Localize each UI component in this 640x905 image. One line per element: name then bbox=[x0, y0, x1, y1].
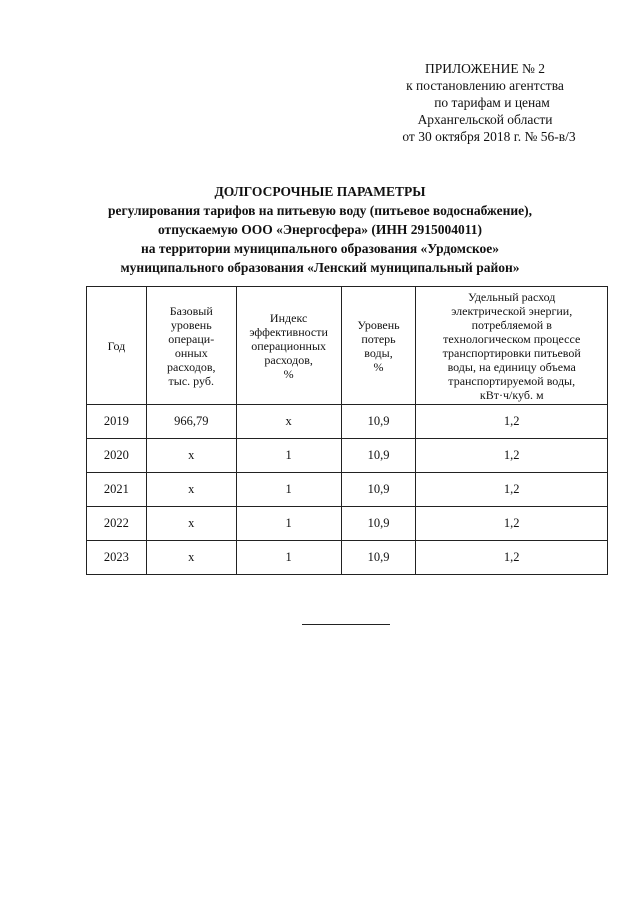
table-cell: 966,79 bbox=[146, 405, 236, 439]
column-header-line: воды, на единицу объема bbox=[447, 359, 576, 374]
table-row bbox=[87, 541, 608, 575]
column-header bbox=[87, 287, 147, 405]
table-cell: 2020 bbox=[87, 439, 147, 473]
table-row bbox=[87, 507, 608, 541]
appendix-line-2: по тарифам и ценам bbox=[434, 95, 550, 110]
table-row bbox=[87, 405, 608, 439]
table-cell: 2019 bbox=[87, 405, 147, 439]
column-header-line: тыс. руб. bbox=[168, 373, 214, 388]
column-header bbox=[146, 287, 236, 405]
table-cell: 10,9 bbox=[341, 405, 416, 439]
column-header-line: расходов, bbox=[264, 352, 313, 367]
table-cell: 1,2 bbox=[416, 473, 608, 507]
table-cell: 2022 bbox=[87, 507, 147, 541]
table-cell: х bbox=[146, 507, 236, 541]
table-header-row bbox=[87, 287, 608, 405]
heading-line-4: муниципального образования «Ленский муниципальный район» bbox=[120, 260, 520, 275]
column-header-line: технологическом процессе bbox=[443, 331, 581, 346]
heading-line-3: на территории муниципального образования «Урдомское» bbox=[140, 241, 500, 256]
table-cell: х bbox=[146, 541, 236, 575]
table-cell: 1,2 bbox=[416, 507, 608, 541]
table-cell: 1,2 bbox=[416, 439, 608, 473]
column-header-line: операци- bbox=[168, 331, 215, 346]
signature-line bbox=[302, 624, 390, 625]
table-cell: х bbox=[236, 405, 341, 439]
column-header-line: транспортируемой воды, bbox=[448, 373, 576, 388]
table-cell: х bbox=[146, 439, 236, 473]
column-header-line: транспортировки питьевой bbox=[442, 345, 581, 360]
heading-line-2: отпускаемую ООО «Энергосфера» (ИНН 2915004011) bbox=[157, 222, 483, 237]
column-header-line: эффективности bbox=[249, 324, 328, 339]
appendix-date: от 30 октября 2018 г. № 56-в/3 bbox=[402, 129, 576, 144]
heading-line-1: регулирования тарифов на питьевую воду (питьевое водоснабжение), bbox=[107, 203, 533, 218]
appendix-title: ПРИЛОЖЕНИЕ № 2 bbox=[424, 61, 546, 76]
column-header-line: % bbox=[283, 366, 294, 381]
column-header bbox=[341, 287, 416, 405]
column-header-line: Базовый bbox=[169, 303, 213, 318]
table-cell: 10,9 bbox=[341, 541, 416, 575]
column-header-line: потребляемой в bbox=[471, 317, 552, 332]
table-row bbox=[87, 439, 608, 473]
column-header bbox=[236, 287, 341, 405]
column-header bbox=[416, 287, 608, 405]
column-header-line: уровень bbox=[170, 317, 212, 332]
column-header-line: Год bbox=[107, 338, 126, 353]
table-cell: 1 bbox=[236, 473, 341, 507]
table-cell: 2023 bbox=[87, 541, 147, 575]
table-cell: 1 bbox=[236, 541, 341, 575]
column-header-line: Индекс bbox=[269, 310, 308, 325]
column-header-line: кВт·ч/куб. м bbox=[479, 387, 544, 402]
table-row bbox=[87, 473, 608, 507]
table-cell: 1 bbox=[236, 439, 341, 473]
appendix-block bbox=[370, 60, 600, 145]
appendix-line-3: Архангельской области bbox=[417, 112, 553, 127]
heading-title: ДОЛГОСРОЧНЫЕ ПАРАМЕТРЫ bbox=[214, 184, 426, 199]
column-header-line: онных bbox=[174, 345, 208, 360]
table-cell: х bbox=[146, 473, 236, 507]
table-body bbox=[87, 405, 608, 575]
column-header-line: операционных bbox=[251, 338, 327, 353]
table-cell: 1,2 bbox=[416, 405, 608, 439]
column-header-line: расходов, bbox=[167, 359, 216, 374]
column-header-line: воды, bbox=[364, 345, 393, 360]
table-cell: 2021 bbox=[87, 473, 147, 507]
column-header-line: электрической энергии, bbox=[451, 303, 573, 318]
column-header-line: Уровень bbox=[357, 317, 400, 332]
parameters-table bbox=[86, 286, 608, 575]
table-cell: 10,9 bbox=[341, 507, 416, 541]
appendix-line-1: к постановлению агентства bbox=[406, 78, 564, 93]
table-cell: 1 bbox=[236, 507, 341, 541]
column-header-line: потерь bbox=[361, 331, 396, 346]
document-heading bbox=[40, 182, 600, 277]
table-cell: 10,9 bbox=[341, 439, 416, 473]
column-header-line: Удельный расход bbox=[468, 289, 556, 304]
table-cell: 1,2 bbox=[416, 541, 608, 575]
column-header-line: % bbox=[373, 359, 384, 374]
table-cell: 10,9 bbox=[341, 473, 416, 507]
